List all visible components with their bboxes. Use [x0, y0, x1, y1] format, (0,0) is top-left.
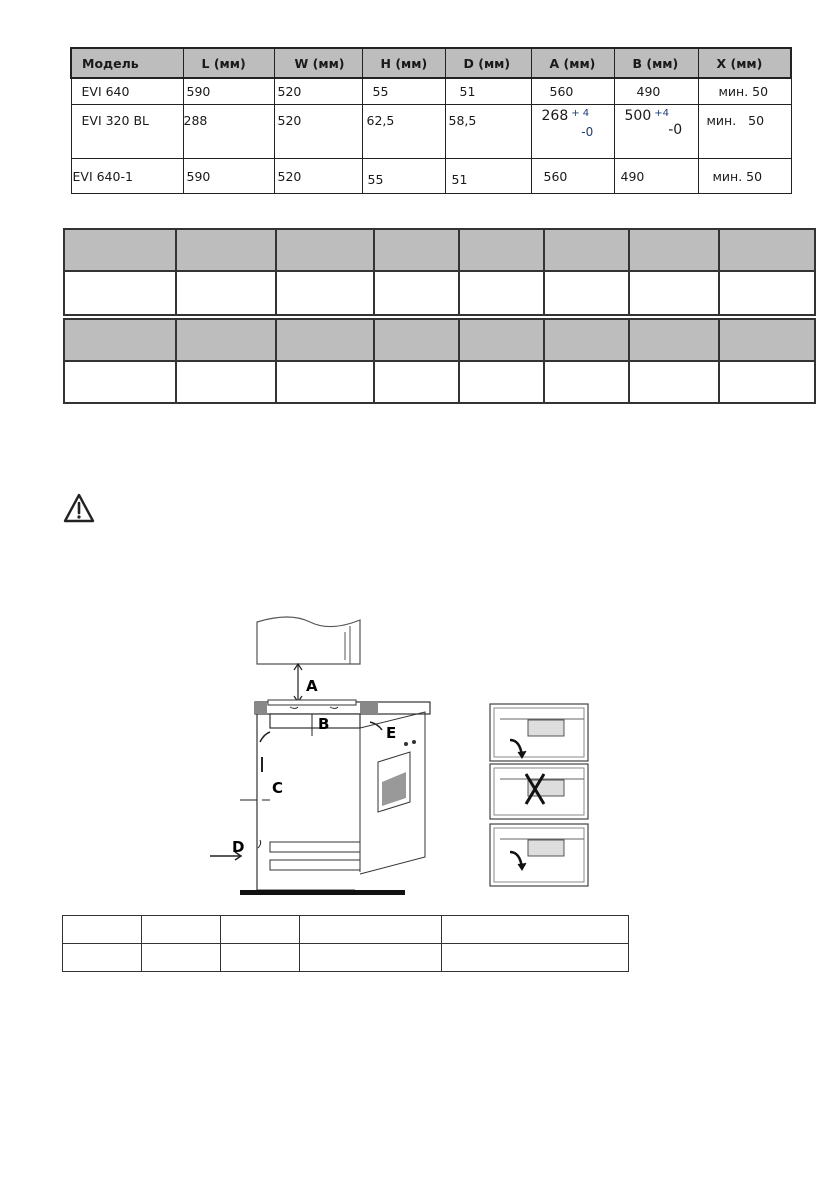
- cell-x: мин. 50: [698, 105, 791, 159]
- b-tol-minus: -0: [668, 122, 683, 138]
- cell-b-value: 500: [624, 108, 652, 124]
- cell-x: мин. 50: [698, 78, 791, 105]
- cell-w: 520: [274, 159, 362, 194]
- detail-panel-correct-top: [490, 704, 588, 761]
- cell-d: 51: [445, 159, 531, 194]
- blank-header-row: [64, 229, 815, 271]
- b-tol-plus: +4: [654, 108, 669, 119]
- header-b: B (мм): [614, 48, 698, 78]
- blank-row: [63, 916, 629, 944]
- label-a: A: [306, 677, 318, 695]
- cell-l: 590: [183, 159, 274, 194]
- floor: [240, 890, 405, 895]
- cell-model: EVI 640: [71, 78, 183, 105]
- dimensions-header-row: [71, 48, 791, 78]
- dimension-a: [294, 664, 302, 702]
- cell-d: 51: [445, 78, 531, 105]
- blank-table-lower: [63, 318, 816, 404]
- label-c: C: [272, 779, 284, 797]
- label-e: E: [386, 724, 397, 742]
- cell-b: 490: [614, 78, 698, 105]
- base-cabinet: [257, 712, 425, 890]
- header-w: W (мм): [274, 48, 362, 78]
- cell-h: 55: [362, 159, 445, 194]
- cell-l: 590: [183, 78, 274, 105]
- dimensions-table: [70, 47, 792, 194]
- cell-h: 62,5: [362, 105, 445, 159]
- blank-table-upper: [63, 228, 816, 316]
- cell-a: 560: [531, 78, 614, 105]
- detail-panel-correct-bottom: [490, 824, 588, 886]
- blank-header-row: [64, 319, 815, 361]
- header-a: A (мм): [531, 48, 614, 78]
- cell-model: EVI 320 BL: [71, 105, 183, 159]
- countertop: [255, 700, 430, 728]
- cell-w: 520: [274, 105, 362, 159]
- a-tol-minus: -0: [581, 125, 594, 139]
- warning-triangle-icon: [62, 492, 96, 524]
- blank-row: [63, 944, 629, 972]
- detail-panel-incorrect: [490, 764, 588, 819]
- cell-model: EVI 640-1: [71, 159, 183, 194]
- blank-row: [64, 271, 815, 315]
- cell-x: мин. 50: [698, 159, 791, 194]
- cell-l: 288: [183, 105, 274, 159]
- cell-a: [531, 105, 614, 159]
- blank-table-bottom: [62, 915, 629, 972]
- table-row: [71, 159, 791, 194]
- table-row: [71, 78, 791, 105]
- cell-w: 520: [274, 78, 362, 105]
- cell-a: 560: [531, 159, 614, 194]
- cell-b: [614, 105, 698, 159]
- label-b: B: [318, 715, 330, 733]
- a-tol-plus: + 4: [571, 108, 590, 119]
- blank-row: [64, 361, 815, 403]
- label-d: D: [232, 838, 245, 856]
- header-l: L (мм): [183, 48, 274, 78]
- cell-a-value: 268: [541, 108, 569, 124]
- cell-b: 490: [614, 159, 698, 194]
- cell-b-tolerance: [654, 108, 682, 136]
- header-h: H (мм): [362, 48, 445, 78]
- wall-cabinet: [257, 617, 360, 664]
- cell-a-tolerance: [571, 108, 593, 138]
- header-model: Модель: [71, 48, 183, 78]
- header-d: D (мм): [445, 48, 531, 78]
- table-row: [71, 105, 791, 159]
- header-x: X (мм): [698, 48, 791, 78]
- cell-d: 58,5: [445, 105, 531, 159]
- cell-h: 55: [362, 78, 445, 105]
- installation-diagram: [200, 612, 620, 902]
